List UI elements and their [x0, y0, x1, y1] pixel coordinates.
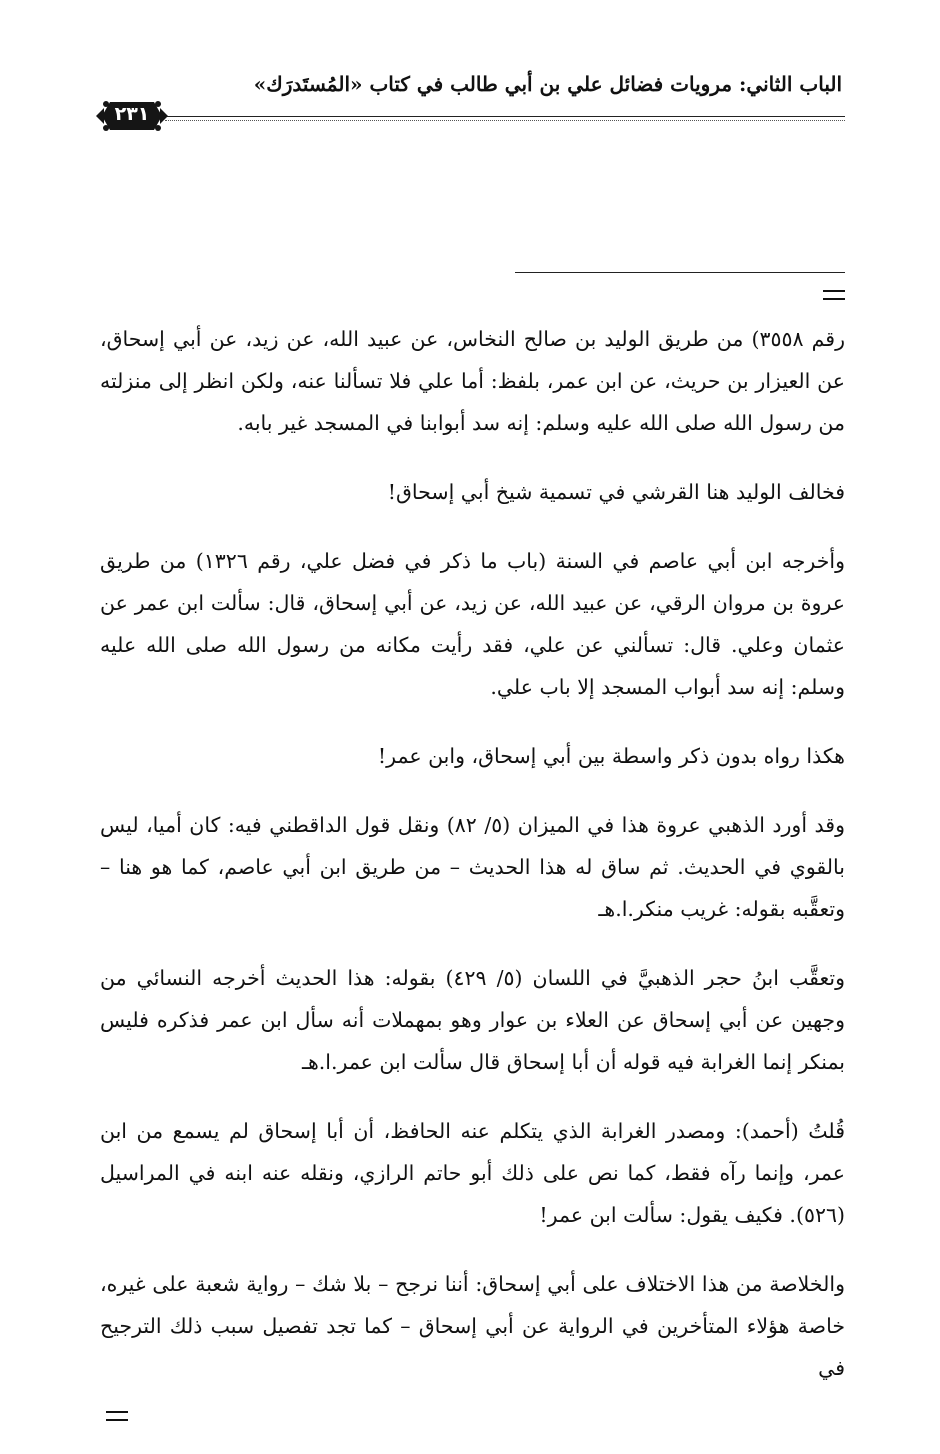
- header-rule: [165, 116, 845, 117]
- paragraph-2: فخالف الوليد هنا القرشي في تسمية شيخ أبي إسحاق!: [387, 480, 845, 504]
- paragraph-8: والخلاصة من هذا الاختلاف على أبي إسحاق: أننا نرجح – بلا شك – رواية شعبة على غيره، خاصة هؤلاء المتأخرين في الرواية عن أبي إسحاق – كما تجد تفصيل سبب ذلك الترجيح في: [100, 1272, 845, 1380]
- footnote-text: [100, 318, 845, 1416]
- continuation-mark-top: [823, 290, 845, 300]
- paragraph-1: رقم ٣٥٥٨) من طريق الوليد بن صالح النخاس، عن عبيد الله، عن زيد، عن أبي إسحاق، عن العيزار بن حريث، عن ابن عمر، بلفظ: أما علي فلا تسألنا عنه، ولكن انظر إلى منزلته من رسول الله صلى الله عليه وسلم: إنه سد أبوابنا في المسجد غير بابه.: [100, 327, 845, 435]
- paragraph-6: وتعقَّب ابنُ حجر الذهبيَّ في اللسان (٥/ ٤٢٩) بقوله: هذا الحديث أخرجه النسائي من وجهين عن أبي إسحاق عن العلاء بن عوار وهو بمهملات أنه سأل ابن عمر فذكره فليس بمنكر إنما الغرابة فيه قوله أن أبا إسحاق قال سألت ابن عمر.ا.هـ: [100, 966, 845, 1074]
- header-rule-dotted: [165, 120, 845, 121]
- continuation-mark-bottom: [106, 1411, 128, 1421]
- running-title: الباب الثاني: مرويات فضائل علي بن أبي طالب في كتاب «المُستَدرَك»: [253, 72, 842, 96]
- paragraph-4: هكذا رواه بدون ذكر واسطة بين أبي إسحاق، وابن عمر!: [377, 744, 845, 768]
- paragraph-5: وقد أورد الذهبي عروة هذا في الميزان (٥/ ٨٢) ونقل قول الداقطني فيه: كان أميا، ليس بالقوي في الحديث. ثم ساق له هذا الحديث – من طريق ابن أبي عاصم، كما هو هنا – وتعقَّبه بقوله: غريب منكر.ا.هـ: [100, 813, 845, 921]
- paragraph-3: وأخرجه ابن أبي عاصم في السنة (باب ما ذكر في فضل علي، رقم ١٣٢٦) من طريق عروة بن مروان الرقي، عن عبيد الله، عن زيد، عن أبي إسحاق، قال: سألت ابن عمر عن عثمان وعلي. قال: تسألني عن علي، فقد رأيت مكانه من رسول الله صلى الله عليه وسلم: إنه سد أبواب المسجد إلا باب علي.: [100, 549, 846, 699]
- page-number: ٢٣١: [114, 103, 150, 125]
- page-number-badge: [96, 96, 168, 136]
- footnote-rule: [515, 272, 845, 273]
- paragraph-7: قُلتُ (أحمد): ومصدر الغرابة الذي يتكلم عنه الحافظ، أن أبا إسحاق لم يسمع من ابن عمر، وإنما رآه فقط، كما نص على ذلك أبو حاتم الرازي، ونقله عنه ابنه في المراسيل (٥٢٦). فكيف يقول: سألت ابن عمر!: [100, 1119, 845, 1227]
